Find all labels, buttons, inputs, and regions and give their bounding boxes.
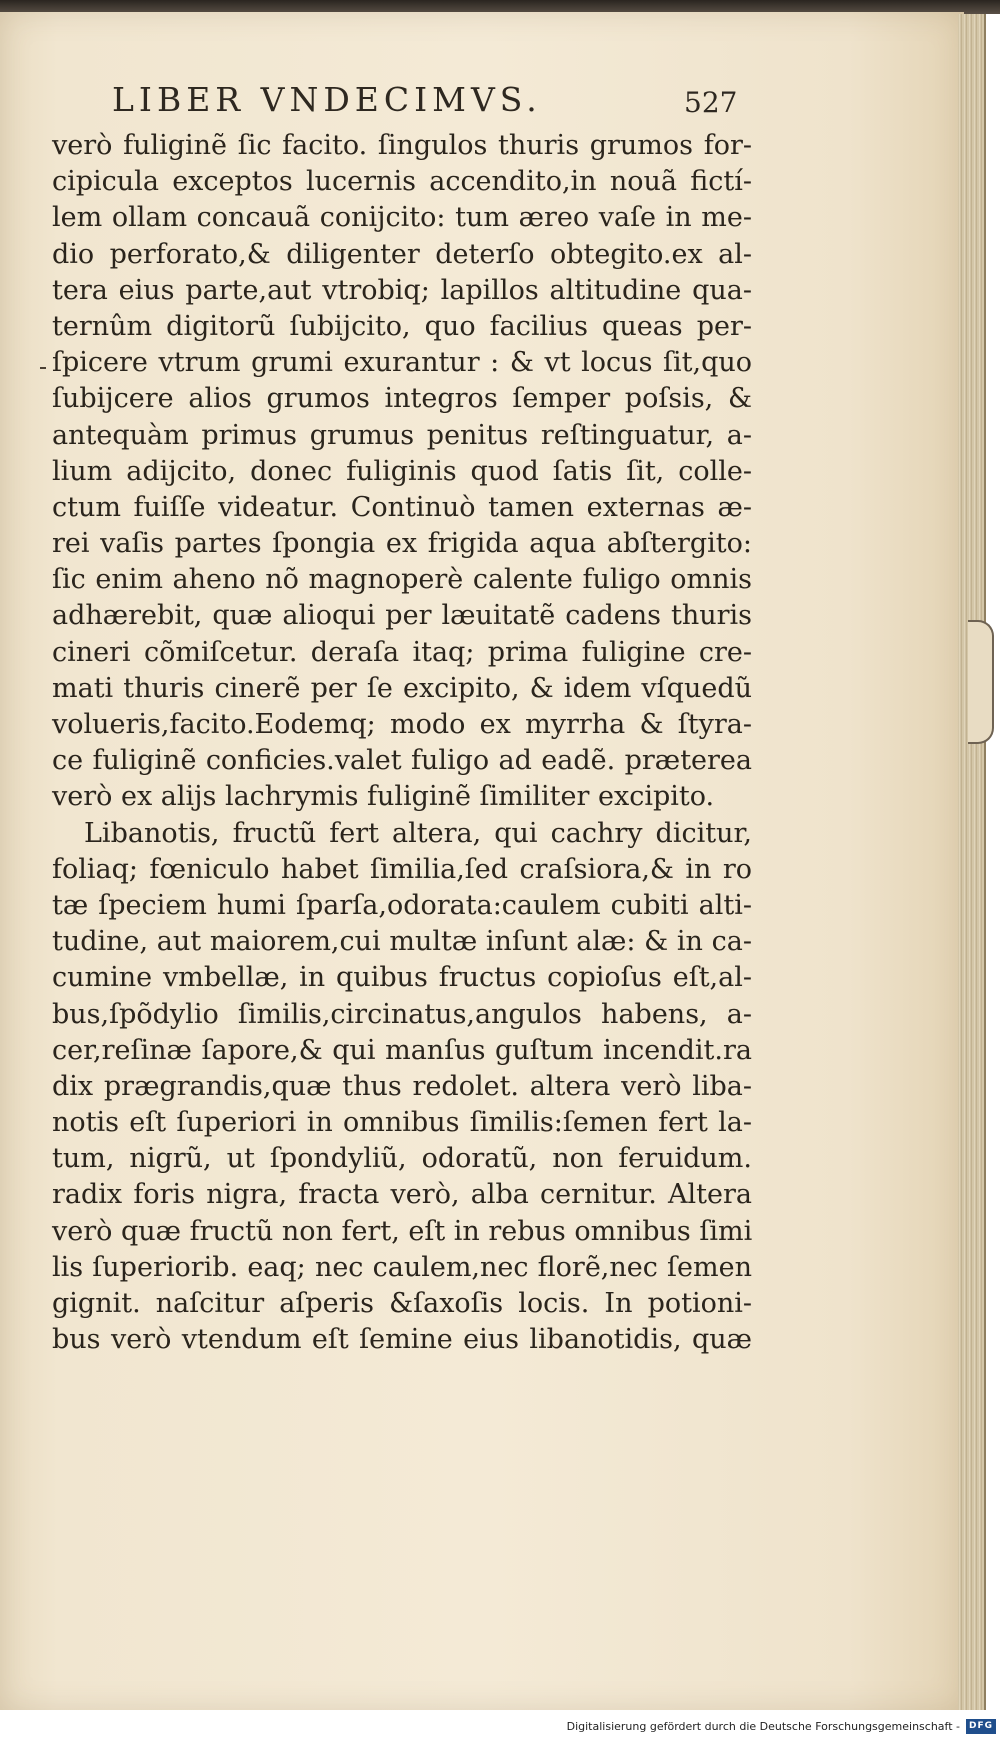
text-line: cineri cõmiſcetur. deraſa itaq; prima fuligine cre- [52,636,752,668]
margin-mark [40,367,46,369]
text-line: ce fuliginẽ conficies.valet fuligo ad eadẽ. præterea [52,745,752,777]
text-line: gignit. naſcitur aſperis &ſaxoſis locis. In potioni- [52,1288,752,1319]
running-head-title: LIBER VNDECIMVS. [112,80,542,119]
text-line: bus,ſpõdylio ſimilis,circinatus,angulos habens, a- [52,998,752,1030]
text-line: tæ ſpeciem humi ſparſa,odorata:caulem cubiti alti- [52,889,752,921]
page-number: 527 [684,86,738,119]
text-line: ctum fuiſſe videatur. Continuò tamen externas æ- [52,491,752,523]
page-edges [958,14,986,1710]
dfg-logo: DFG [966,1719,996,1734]
text-line: antequàm primus grumus penitus reſtinguatur, a- [52,419,752,451]
text-line: verò quæ fructũ non fert, eſt in rebus omnibus ſimi [52,1215,753,1247]
text-line: ternûm digitorũ ſubijcito, quo facilius queas per- [52,310,752,342]
text-line: mati thuris cinerẽ per ſe excipito, & idem vſquedũ [52,672,752,704]
text-line: rei vaſis partes ſpongia ex frigida aqua abſtergito: [52,528,752,560]
text-line: verò fuliginẽ ſic facito. ſingulos thuris grumos for- [52,130,752,161]
text-line: dio perforato,& diligenter deterſo obtegito.ex al- [52,238,752,270]
text-line: tudine, aut maiorem,cui multæ inſunt alæ: & in ca- [52,926,752,958]
text-line: tum, nigrũ, ut ſpondyliũ, odoratũ, non feruidum. [52,1143,752,1175]
text-line: verò ex alijs lachrymis fuliginẽ ſimiliter excipito. [52,781,715,813]
running-head [112,80,752,130]
text-line: foliaq; fœniculo habet ſimilia,ſed craſsiora,& in ro [52,853,752,885]
text-line: radix foris nigra, fracta verò, alba cernitur. Altera [52,1179,752,1211]
text-line: dix prægrandis,quæ thus redolet. altera verò liba- [52,1070,752,1102]
footer-bar [0,1716,1000,1740]
text-line: notis eſt ſuperiori in omnibus ſimilis:ſemen fert la- [52,1107,752,1139]
text-line: volueris,facito.Eodemq; modo ex myrrha & ſtyra- [52,709,752,740]
text-line: adhærebit, quæ alioqui per læuitatẽ cadens thuris [52,600,752,632]
text-line: ſic enim aheno nõ magnoperè calente fuligo omnis [52,564,752,596]
text-line: cumine vmbellæ, in quibus fructus copioſus eſt,al- [52,962,752,994]
text-line: ſpicere vtrum grumi exurantur : & vt locus ſit,quo [52,347,752,379]
funding-credit: Digitalisierung gefördert durch die Deutsche Forschungsgemeinschaft - [566,1720,960,1733]
text-line: lem ollam concauã conijcito: tum æreo vaſe in me- [52,202,752,234]
text-line: ſubijcere alios grumos integros ſemper poſsis, & [52,383,752,415]
paragraph-start-line: Libanotis, fructũ fert altera, qui cachry dicitur, [84,817,752,849]
text-line: lium adijcito, donec fuliginis quod ſatis ſit, colle- [52,455,752,487]
body-text [52,128,752,1358]
text-line: bus verò vtendum eſt ſemine eius libanotidis, quæ [52,1324,752,1356]
text-line: lis ſuperiorib. eaq; nec caulem,nec florẽ,nec ſemen [52,1251,752,1283]
text-line: tera eius parte,aut vtrobiq; lapillos altitudine qua- [52,274,752,306]
book-clasp [968,620,994,744]
text-line: cer,reſinæ ſapore,& qui manſus guſtum incendit.ra [52,1034,752,1066]
text-line: cipicula exceptos lucernis accendito,in nouã fictí- [52,166,752,198]
